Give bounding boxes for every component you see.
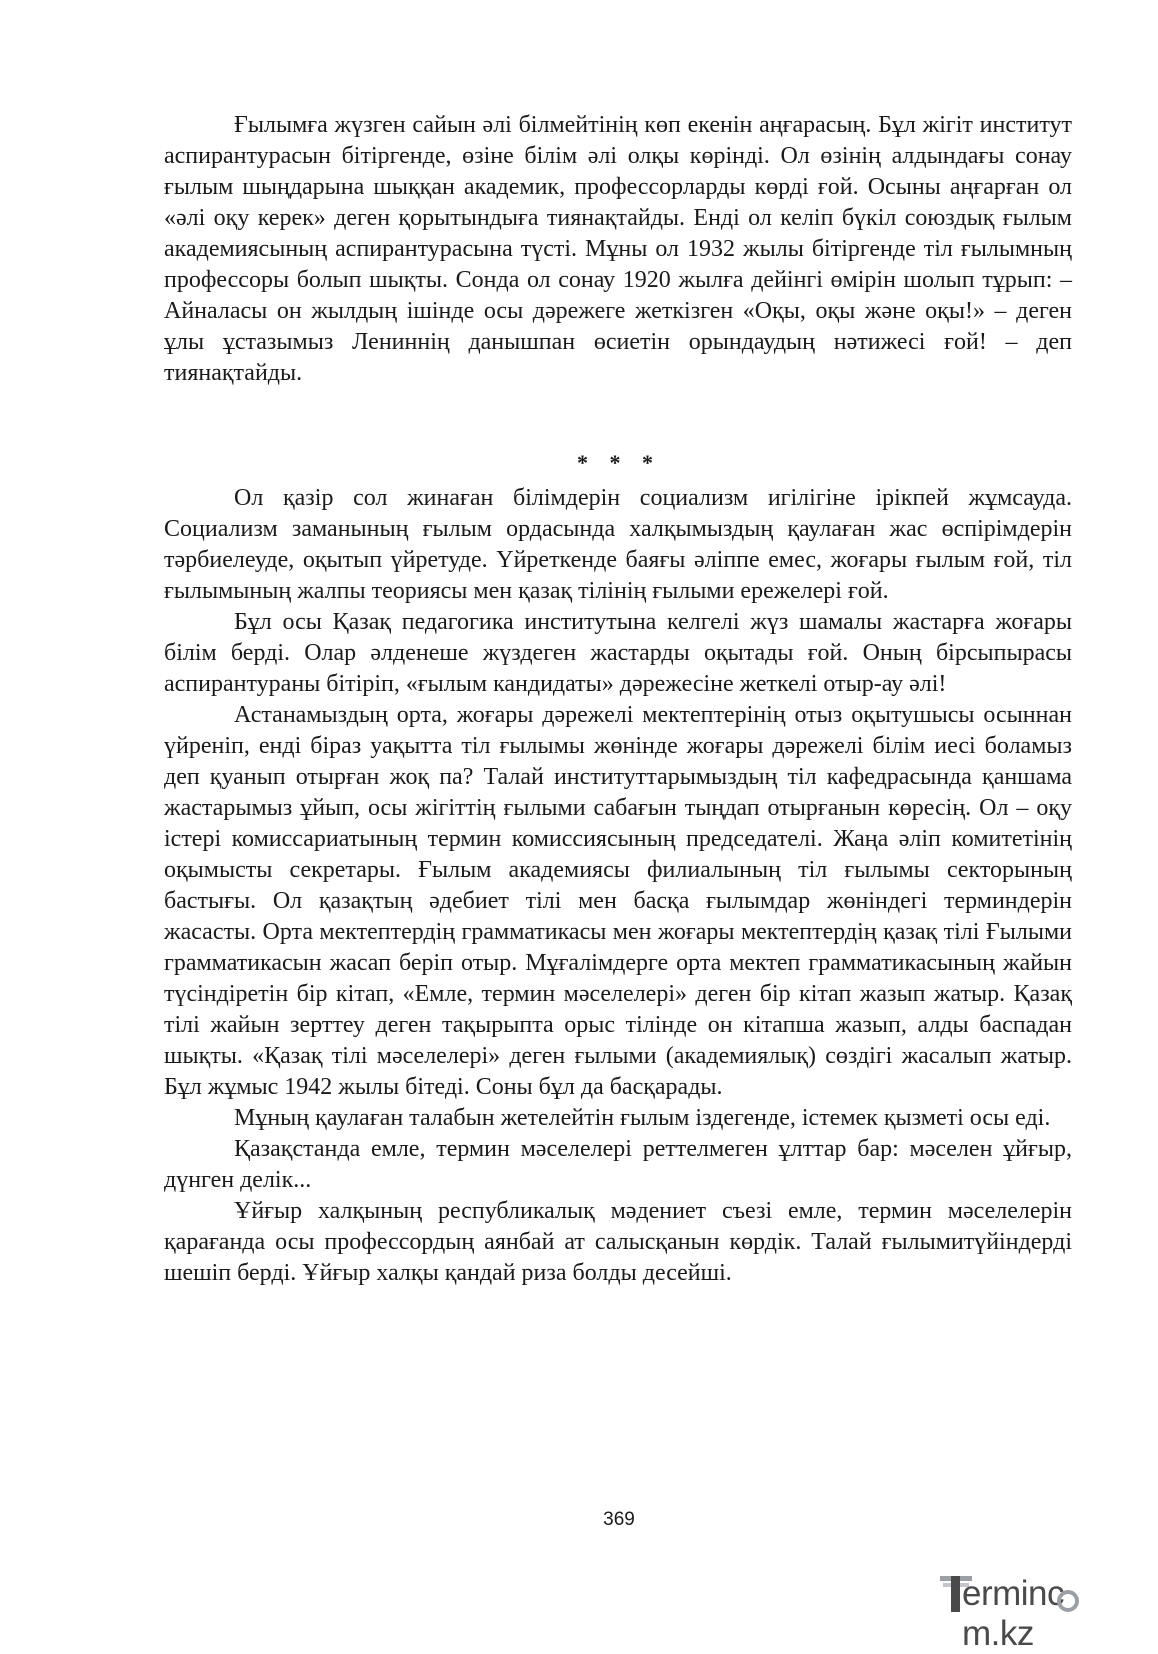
paragraph: Бұл осы Қазақ педагогика институтына келгелі жүз шамалы жастарға жоғары білім берді. Олар әлденеше жүздеген жастарды оқытады ғой. Оның бірсыпырасы аспирантураны бітіріп, «ғылым кандидаты» дәрежесіне жеткелі отыр-ау әлі! <box>164 609 1072 697</box>
watermark-logo <box>940 1572 1150 1653</box>
paragraph: Ғылымға жүзген сайын әлі білмейтінің көп екенін аңғарасың. Бұл жігіт институт аспирантурасын бітіргенде, өзіне білім әлі олқы көрінді. Ол өзінің алдындағы сонау ғылым шыңдарына шыққан академик, профессорларды көрді ғой. Осыны аңғарған ол «әлі оқу керек» деген қорытындыға тиянақтайды. Енді ол келіп бүкіл союздық ғылым академиясының аспирантурасына түсті. Мұны ол 1932 жылы бітіргенде тіл ғылымның профессоры болып шықты. Сонда ол сонау 1920 жылға дейінгі өмірін шолып тұрып: – Айналасы он жылдың ішінде осы дәрежеге жеткізген «Оқы, оқы және оқы!» – деген ұлы ұстазымыз Лениннің данышпан өсиетін орындаудың нәтижесі ғой! – деп тиянақтайды. <box>164 112 1072 386</box>
section-separator: * * * <box>577 450 661 475</box>
paragraph: Астанамыздың орта, жоғары дәрежелі мектептерінің отыз оқытушысы осыннан үйреніп, енді біраз уақытта тіл ғылымы жөнінде жоғары дәрежелі білім иесі боламыз деп қуанып отырған жоқ па? Талай институттарымыздың тіл кафедрасында қаншама жастарымыз ұйып, осы жігіттің ғылыми сабағын тыңдап отырғанын көресің. Ол – оқу істері комиссариатының термин комиссиясының председателі. Жаңа әліп комитетінің оқымысты секретары. Ғылым академиясы филиалының тіл ғылымы секторының бастығы. Ол қазақтың әдебиет тілі мен басқа ғылымдар жөніндегі терминдерін жасасты. Орта мектептердің грамматикасы мен жоғары мектептердің қазақ тілі Ғылыми грамматикасын жасап беріп отыр. Мұғалімдерге орта мектеп грамматикасының жайын түсіндіретін бір кітап, «Емле, термин мәселелері» деген бір кітап жазып жатыр. Қазақ тілі жайын зерттеу деген тақырыпта орыс тілінде он кітапша жазып, алды баспадан шықты. «Қазақ тілі мәселелері» деген ғылыми (академиялық) сөздігі жасалып жатыр. Бұл жұмыс 1942 жылы бітеді. Соны бұл да басқарады. <box>164 702 1072 1100</box>
text-block-main <box>164 483 1072 1289</box>
page-number: 369 <box>603 1509 635 1530</box>
paragraph: Ұйғыр халқының республикалық мәдениет съезі емле, термин мәселелерін қарағанда осы профессордың аянбай ат салысқанын көрдік. Талай ғылымитүйіндерді шешіп берді. Ұйғыр халқы қандай риза болды десейші. <box>164 1198 1072 1286</box>
watermark-text <box>962 1574 1150 1654</box>
ring-icon <box>1057 1590 1079 1612</box>
paragraph: Мұның қаулаған талабын жетелейтін ғылым іздегенде, істемек қызметі осы еді. <box>234 1105 1051 1131</box>
watermark-text-part2: m.kz <box>962 1614 1034 1653</box>
text-block-top <box>164 110 1072 389</box>
watermark-text-part1: erminc <box>962 1574 1065 1613</box>
paragraph: Ол қазір сол жинаған білімдерін социализм игілігіне ірікпей жұмсауда. Социализм заманының ғылым ордасында халқымыздың қаулаған жас өспірімдерін тәрбиелеуде, оқытып үйретуде. Үйреткенде баяғы әліппе емес, жоғары ғылым ғой, тіл ғылымының жалпы теориясы мен қазақ тілінің ғылыми ережелері ғой. <box>164 485 1072 604</box>
paragraph: Қазақстанда емле, термин мәселелері реттелмеген ұлттар бар: мәселен ұйғыр, дүнген делік... <box>164 1136 1072 1193</box>
